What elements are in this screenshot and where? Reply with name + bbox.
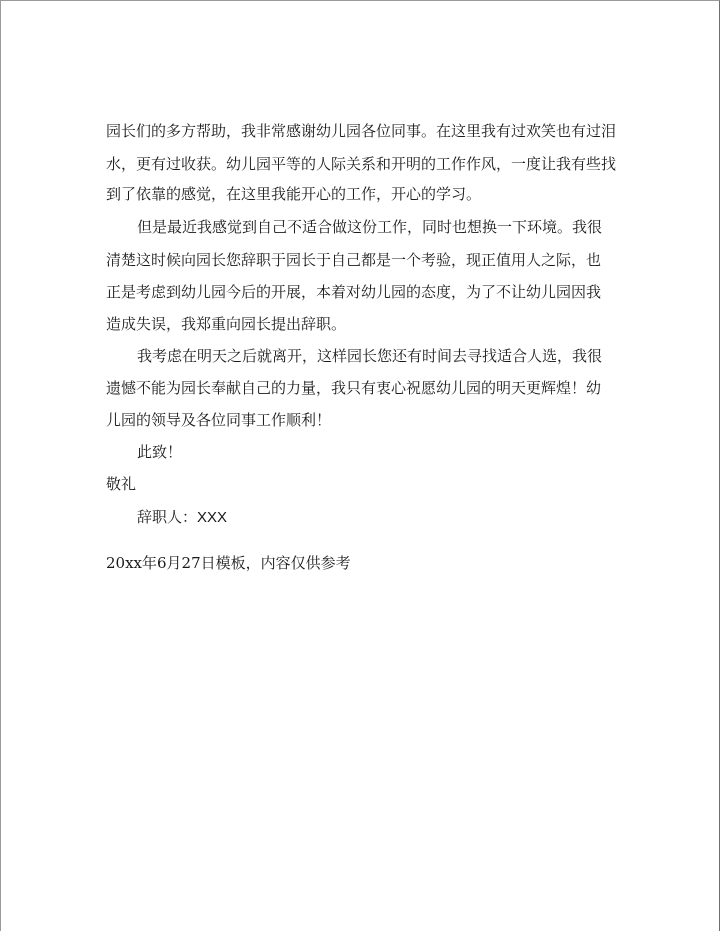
signature-line [137, 507, 227, 528]
closing-line: 此致！ [137, 443, 183, 461]
paragraph-line: 但是最近我感觉到自己不适合做这份工作，同时也想换一下环境。我很 [137, 218, 603, 236]
paragraph-line: 清楚这时候向园长您辞职于园长于自己都是一个考验，现正值用人之际，也 [106, 251, 602, 269]
paragraph-line: 遗憾不能为园长奉献自己的力量，我只有衷心祝愿幼儿园的明天更辉煌！幼 [106, 379, 602, 397]
paragraph-line: 造成失误，我郑重向园长提出辞职。 [106, 315, 347, 333]
footer-note: 20xx年6月27日模板，内容仅供参考 [106, 554, 351, 572]
paragraph-line: 水，更有过收获。幼儿园平等的人际关系和开明的工作作风，一度让我有些找 [106, 155, 617, 173]
paragraph-line: 正是考虑到幼儿园今后的开展，本着对幼儿园的态度，为了不让幼儿园因我 [106, 283, 602, 301]
paragraph-line: 到了依靠的感觉，在这里我能开心的工作，开心的学习。 [106, 185, 482, 203]
signature-name: XXX [197, 509, 228, 526]
paragraph-line: 我考虑在明天之后就离开，这样园长您还有时间去寻找适合人选，我很 [137, 347, 603, 365]
salutation-line: 敬礼 [106, 475, 137, 493]
paragraph-line: 儿园的领导及各位同事工作顺利！ [106, 411, 332, 429]
signature-label: 辞职人： [137, 508, 198, 526]
paragraph-line: 园长们的多方帮助，我非常感谢幼儿园各位同事。在这里我有过欢笑也有过泪 [106, 122, 617, 140]
